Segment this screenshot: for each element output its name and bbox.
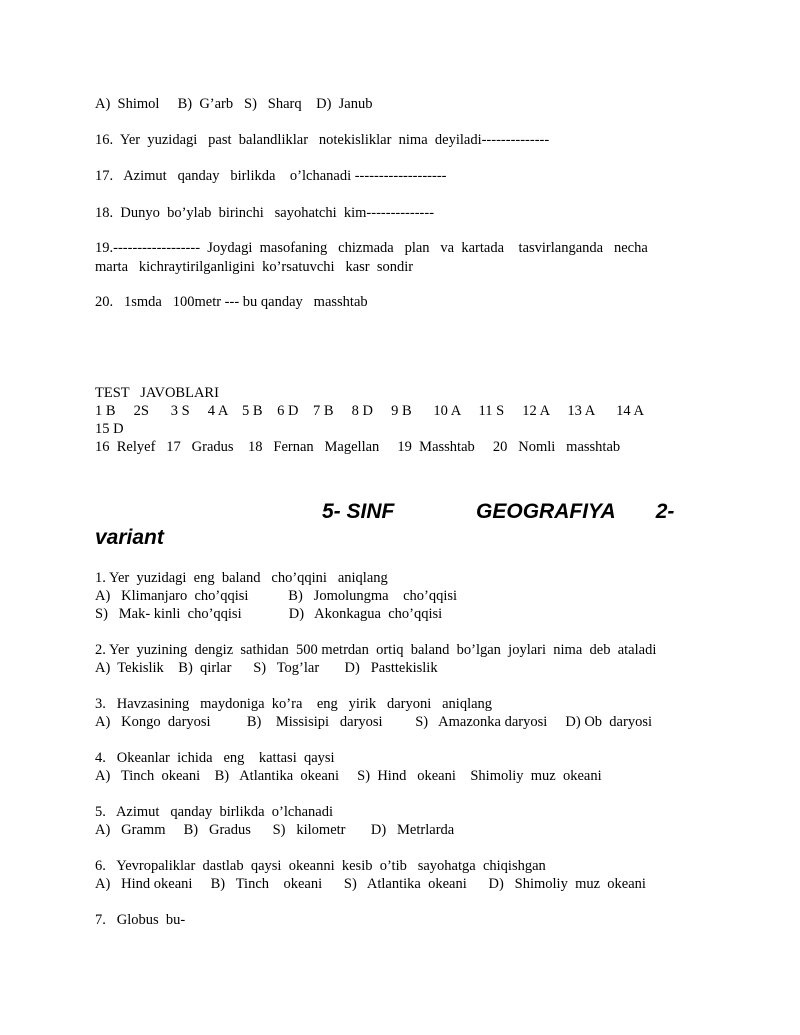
answers-row-3: 16 Relyef 17 Gradus 18 Fernan Magellan 19 Masshtab 20 Nomli masshtab xyxy=(95,439,621,455)
question-2-options: A) Tekislik B) qirlar S) Tog’lar D) Pasttekislik xyxy=(95,660,438,676)
question-16: 16. Yer yuzidagi past balandliklar notekisliklar nima deyiladi-------------- xyxy=(95,132,550,148)
question-19-line1: 19.------------------ Joydagi masofaning chizmada plan va kartada tasvirlanganda necha xyxy=(95,240,648,256)
question-6-options: A) Hind okeani B) Tinch okeani S) Atlantika okeani D) Shimoliy muz okeani xyxy=(95,876,646,892)
section-title-line2: variant xyxy=(95,526,164,549)
question-17: 17. Azimut qanday birlikda o’lchanadi ------------------- xyxy=(95,168,447,184)
section-title-line1: 5- SINF GEOGRAFIYA 2- xyxy=(322,500,675,523)
question-1: 1. Yer yuzidagi eng baland cho’qqini aniqlang xyxy=(95,570,388,586)
answers-row-1: 1 B 2S 3 S 4 A 5 B 6 D 7 B 8 D 9 B 10 A 11 S 12 A 13 A 14 A xyxy=(95,403,644,419)
answers-heading: TEST JAVOBLARI xyxy=(95,385,219,401)
question-7: 7. Globus bu- xyxy=(95,912,186,928)
question-1-options-a: A) Klimanjaro cho’qqisi B) Jomolungma cho’qqisi xyxy=(95,588,458,604)
question-2: 2. Yer yuzining dengiz sathidan 500 metrdan ortiq baland bo’lgan joylari nima deb ataladi xyxy=(95,642,657,658)
q15-options: A) Shimol B) G’arb S) Sharq D) Janub xyxy=(95,96,373,112)
answers-row-2: 15 D xyxy=(95,421,124,437)
question-19-line2: marta kichraytirilganligini ko’rsatuvchi kasr sondir xyxy=(95,259,414,275)
question-5-options: A) Gramm B) Gradus S) kilometr D) Metrlarda xyxy=(95,822,455,838)
question-3: 3. Havzasining maydoniga ko’ra eng yirik daryoni aniqlang xyxy=(95,696,493,712)
question-4: 4. Okeanlar ichida eng kattasi qaysi xyxy=(95,750,335,766)
question-6: 6. Yevropaliklar dastlab qaysi okeanni kesib o’tib sayohatga chiqishgan xyxy=(95,858,546,874)
question-3-options: A) Kongo daryosi B) Missisipi daryosi S) Amazonka daryosi D) Ob daryosi xyxy=(95,714,652,730)
question-5: 5. Azimut qanday birlikda o’lchanadi xyxy=(95,804,333,820)
question-18: 18. Dunyo bo’ylab birinchi sayohatchi kim-------------- xyxy=(95,205,435,221)
question-20: 20. 1smda 100metr --- bu qanday masshtab xyxy=(95,294,368,310)
question-4-options: A) Tinch okeani B) Atlantika okeani S) Hind okeani Shimoliy muz okeani xyxy=(95,768,602,784)
question-1-options-b: S) Mak- kinli cho’qqisi D) Akonkagua cho’qqisi xyxy=(95,606,443,622)
